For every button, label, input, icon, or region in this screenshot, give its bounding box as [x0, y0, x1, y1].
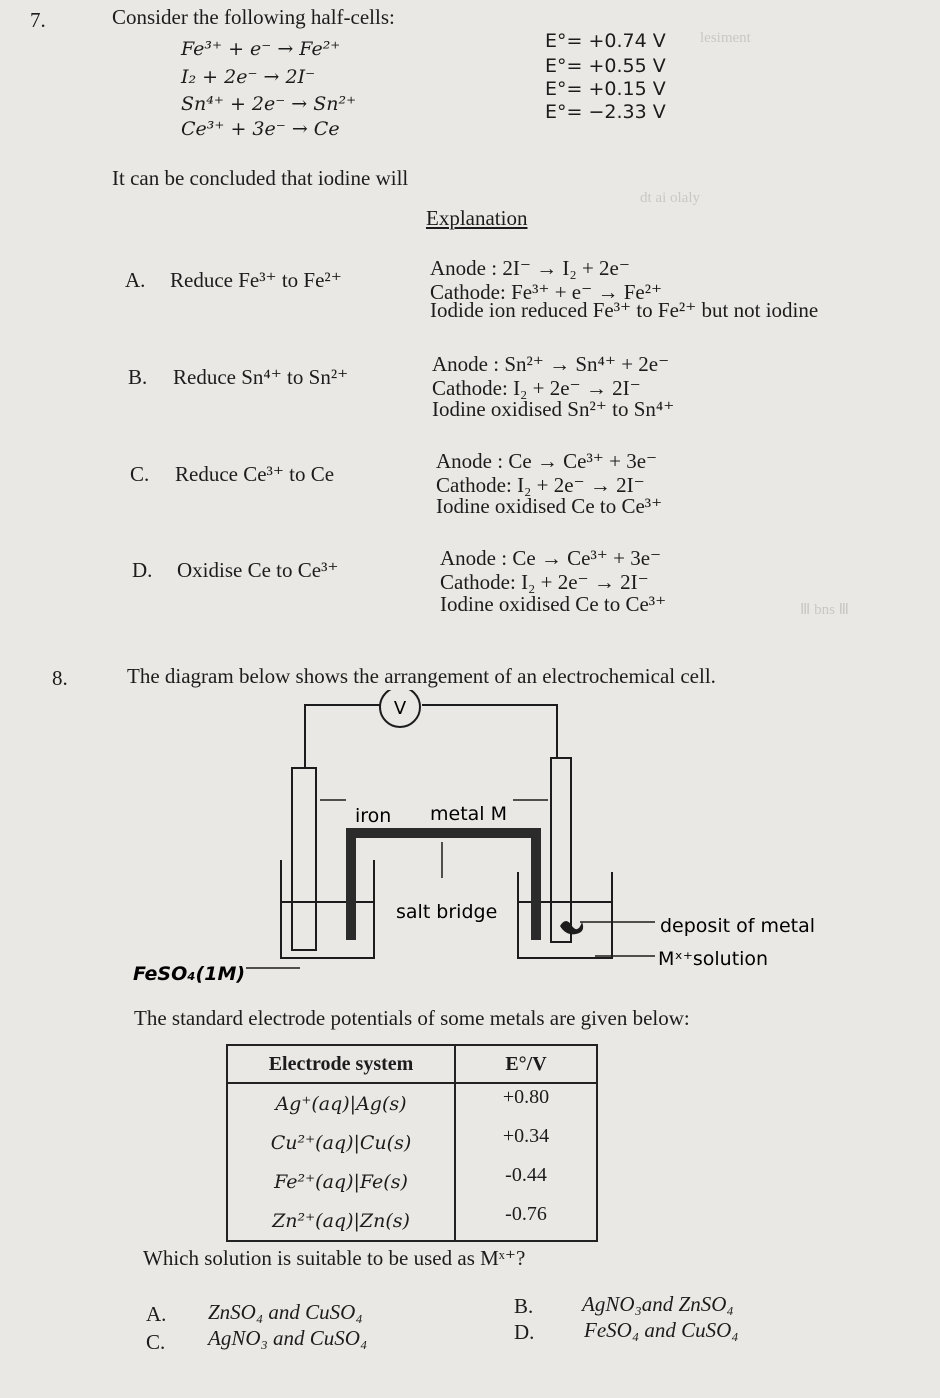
table-header-electrode-system: Electrode system: [227, 1045, 455, 1083]
q7-option-d-explanation: Iodine oxidised Ce to Ce³⁺: [440, 592, 667, 616]
q7-option-c-text: Reduce Ce³⁺ to Ce: [175, 462, 335, 486]
q7-option-d-anode: Anode : Ce → Ce³⁺ + 3e⁻: [440, 546, 662, 570]
bleed-through-text: dt ai olaly: [640, 190, 700, 206]
half-cell-reaction-1: Fe³⁺ + e⁻ → Fe²⁺: [181, 38, 341, 60]
electrode-system-cell: Ag⁺(aq)|Ag(s): [227, 1083, 455, 1123]
half-cell-reaction-2: I₂ + 2e⁻ → 2I⁻: [181, 66, 316, 88]
electrode-system-cell: Cu²⁺(aq)|Cu(s): [227, 1123, 455, 1162]
q7-prompt: Consider the following half-cells:: [112, 5, 395, 29]
q7-option-d-cathode: Cathode: I₂ + 2e⁻ → 2I⁻: [440, 570, 649, 594]
q7-option-d-text: Oxidise Ce to Ce³⁺: [177, 558, 339, 582]
q7-option-b-explanation: Iodine oxidised Sn²⁺ to Sn⁴⁺: [432, 397, 675, 421]
table-row: [227, 1123, 597, 1162]
electrode-system-cell: Zn²⁺(aq)|Zn(s): [227, 1201, 455, 1241]
mx-solution-label: Mˣ⁺solution: [658, 948, 769, 970]
potential-cell: +0.80: [502, 1086, 550, 1108]
metal-m-label: metal M: [430, 803, 508, 825]
electrochemical-cell-diagram: [0, 690, 940, 1000]
table-row: [227, 1162, 597, 1201]
half-cell-potential-2: E°= +0.55 V: [545, 55, 666, 77]
table-row: [227, 1201, 597, 1241]
q7-option-b-anode: Anode : Sn²⁺ → Sn⁴⁺ + 2e⁻: [432, 352, 670, 376]
explanation-heading: Explanation: [426, 206, 528, 230]
potential-cell: +0.34: [502, 1125, 550, 1147]
q8-option-d-text: FeSO₄ and CuSO₄: [584, 1318, 739, 1342]
feso4-label: FeSO₄(1M): [133, 963, 246, 985]
potential-cell: -0.76: [505, 1203, 547, 1225]
q8-number: 8.: [52, 666, 68, 690]
q7-option-b-cathode: Cathode: I₂ + 2e⁻ → 2I⁻: [432, 376, 641, 400]
q7-conclusion: It can be concluded that iodine will: [112, 166, 409, 190]
half-cell-potential-4: E°= −2.33 V: [545, 101, 666, 123]
q7-number: 7.: [30, 8, 46, 32]
q7-option-a-explanation: Iodide ion reduced Fe³⁺ to Fe²⁺ but not iodine: [430, 298, 819, 322]
table-row: [227, 1083, 597, 1123]
half-cell-potential-1: E°= +0.74 V: [545, 30, 666, 52]
external-wire: [422, 705, 557, 765]
q8-option-a-text: ZnSO₄ and CuSO₄: [208, 1300, 363, 1324]
electrode-system-cell: Fe²⁺(aq)|Fe(s): [227, 1162, 455, 1201]
q7-option-d-letter: D.: [132, 558, 153, 582]
q8-prompt: The diagram below shows the arrangement of an electrochemical cell.: [127, 664, 716, 688]
q8-question: Which solution is suitable to be used as Mˣ⁺?: [143, 1246, 526, 1270]
salt-bridge: [351, 833, 536, 940]
deposit-label: deposit of metal: [660, 915, 816, 937]
table-intro: The standard electrode potentials of some metals are given below:: [134, 1006, 690, 1030]
q7-option-a-text: Reduce Fe³⁺ to Fe²⁺: [170, 268, 342, 292]
table-header-row: [227, 1045, 597, 1083]
q7-option-a-letter: A.: [125, 268, 146, 292]
q8-option-a-letter: A.: [146, 1302, 167, 1326]
q8-option-b-text: AgNO₃and ZnSO₄: [582, 1292, 734, 1316]
iron-label: iron: [355, 805, 392, 827]
q7-option-b-text: Reduce Sn⁴⁺ to Sn²⁺: [173, 365, 349, 389]
q7-option-b-letter: B.: [128, 365, 148, 389]
q7-option-c-cathode: Cathode: I₂ + 2e⁻ → 2I⁻: [436, 473, 645, 497]
bleed-through-text: lesiment: [700, 30, 751, 46]
q8-option-d-letter: D.: [514, 1320, 535, 1344]
half-cell-potential-3: E°= +0.15 V: [545, 78, 666, 100]
q8-option-b-letter: B.: [514, 1294, 534, 1318]
salt-bridge-label: salt bridge: [396, 901, 498, 923]
half-cell-reaction-4: Ce³⁺ + 3e⁻ → Ce: [181, 118, 340, 140]
iron-electrode: [292, 768, 316, 950]
q7-option-a-cathode: Cathode: Fe³⁺ + e⁻ → Fe²⁺: [430, 280, 663, 304]
external-wire: [305, 705, 380, 775]
q8-option-c-letter: C.: [146, 1330, 166, 1354]
potential-cell: -0.44: [505, 1164, 547, 1186]
q7-option-c-explanation: Iodine oxidised Ce to Ce³⁺: [436, 494, 663, 518]
voltmeter-label: V: [393, 698, 407, 719]
electrode-potential-table: [226, 1044, 598, 1242]
bleed-through-text: Ⅲ bns Ⅲ: [800, 602, 850, 618]
q8-option-c-text: AgNO₃ and CuSO₄: [208, 1326, 368, 1350]
table-header-potential: E°/V: [455, 1045, 597, 1083]
q7-option-c-letter: C.: [130, 462, 150, 486]
q7-option-a-anode: Anode : 2I⁻ → I₂ + 2e⁻: [430, 256, 630, 280]
metal-m-electrode: [551, 758, 571, 942]
q7-option-c-anode: Anode : Ce → Ce³⁺ + 3e⁻: [436, 449, 658, 473]
half-cell-reaction-3: Sn⁴⁺ + 2e⁻ → Sn²⁺: [181, 93, 357, 115]
